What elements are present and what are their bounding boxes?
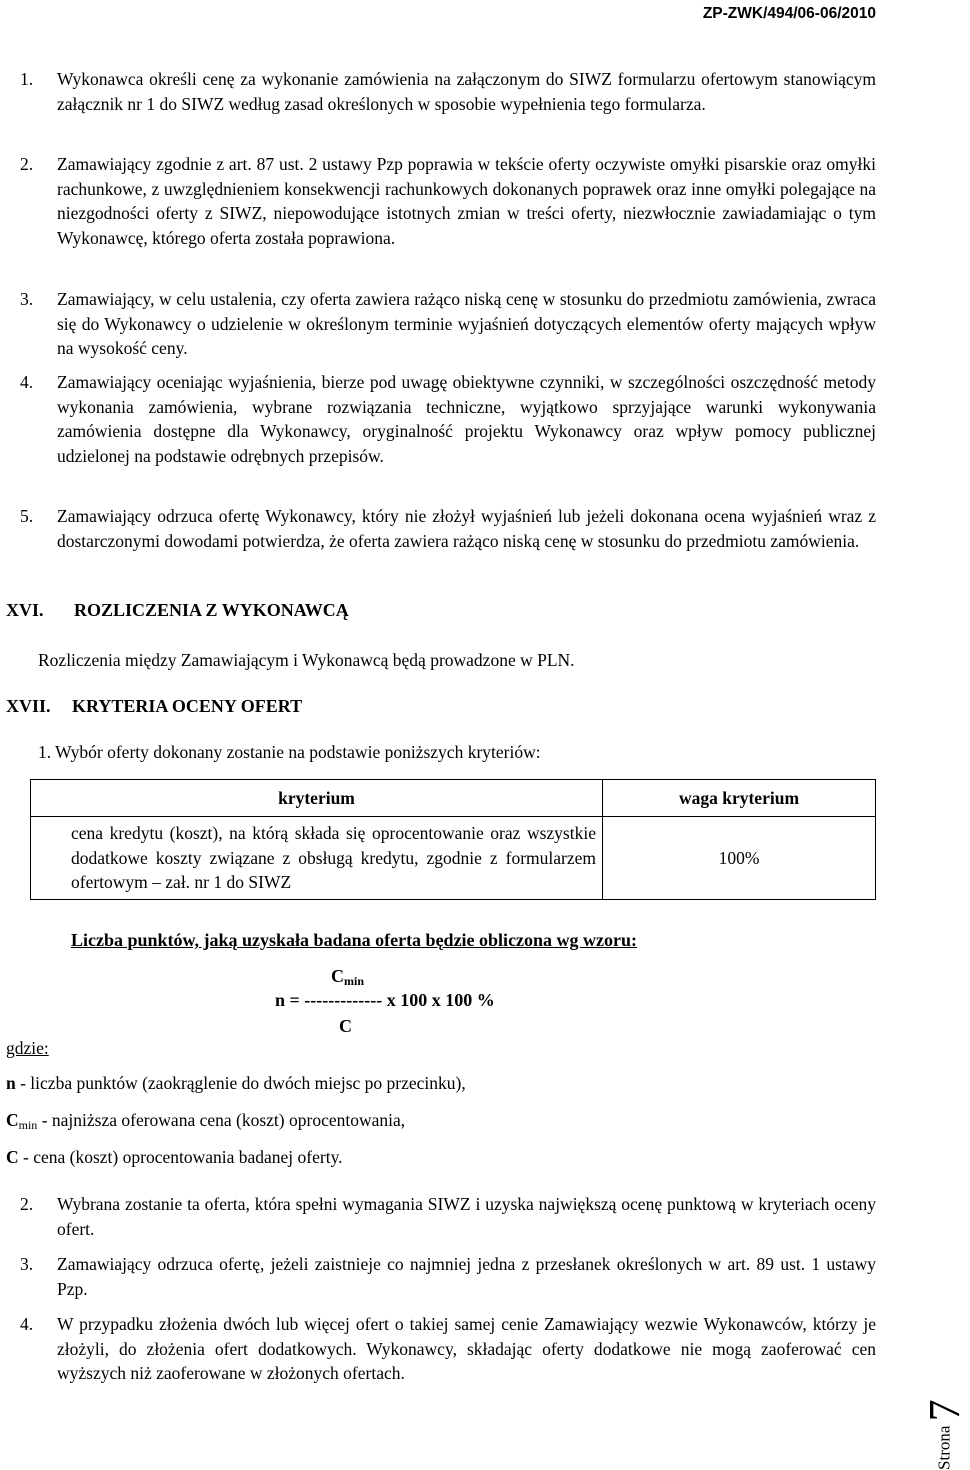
item-number: 4. (20, 1314, 34, 1334)
page-footer (920, 1399, 970, 1470)
table-header-row (31, 780, 876, 817)
item-text: Zamawiający odrzuca ofertę Wykonawcy, który nie złożył wyjaśnień lub jeżeli dokonana ocena wyjaśnień wraz z dostarczonymi dowodami potwierdza, że oferta zawiera rażąco niską cenę w stosunku do przedmiotu zamówienia. (57, 506, 876, 551)
list-item (20, 504, 876, 553)
list-item (20, 152, 876, 250)
page-number: 7 (920, 1399, 970, 1421)
header-criterion: kryterium (31, 780, 603, 817)
list-item (20, 1252, 876, 1301)
item-text: Wybrana zostanie ta oferta, która spełni wymagania SIWZ i uzyska największą ocenę punktową w kryteriach oceny ofert. (57, 1194, 876, 1239)
legend-item: $C_{min}$ - najniższa oferowana cena (koszt) oprocentowania, (6, 1110, 406, 1132)
formula-numerator: $C_{min}$ (331, 966, 365, 988)
item-number: 1. (20, 69, 34, 89)
list-item (20, 1192, 876, 1241)
list-item (20, 287, 876, 361)
page-label: Strona (934, 1425, 954, 1470)
criterion-cell: cena kredytu (koszt), na którą składa się oprocentowanie oraz wszystkie dodatkowe koszty związane z obsługą kredytu, zgodnie z formularzem ofertowym – zał. nr 1 do SIWZ (31, 817, 603, 900)
item-number: 3. (20, 1254, 34, 1274)
section-title: KRYTERIA OCENY OFERT (72, 696, 303, 716)
formula-title: Liczba punktów, jaką uzyskała badana oferta będzie obliczona wg wzoru: (71, 930, 638, 950)
section-title: ROZLICZENIA Z WYKONAWCĄ (74, 600, 349, 620)
legend-item: C - cena (koszt) oprocentowania badanej oferty. (6, 1147, 343, 1167)
section-number: XVI. (6, 600, 44, 620)
section-number: XVII. (6, 696, 51, 716)
header-weight: waga kryterium (603, 780, 876, 817)
item-number: 2. (20, 154, 34, 174)
item-text: Wykonawca określi cenę za wykonanie zamówienia na załączonym do SIWZ formularzu ofertowym stanowiącym załącznik nr 1 do SIWZ według zasad określonych w sposobie wypełnienia tego formularza. (57, 69, 876, 114)
table-row (31, 817, 876, 900)
item-text: Zamawiający, w celu ustalenia, czy oferta zawiera rażąco niską cenę w stosunku do przedmiotu zamówienia, zwraca się do Wykonawcy o udzielenie w określonym terminie wyjaśnień dotyczących elementów oferty mających wpływ na wysokość ceny. (57, 289, 876, 358)
criteria-table (30, 779, 876, 900)
where-label: gdzie: (6, 1038, 49, 1058)
criteria-intro: 1. Wybór oferty dokonany zostanie na podstawie poniższych kryteriów: (38, 742, 541, 762)
section-text: Rozliczenia między Zamawiającym i Wykonawcą będą prowadzone w PLN. (38, 650, 575, 670)
item-text: Zamawiający oceniając wyjaśnienia, bierze pod uwagę obiektywne czynniki, w szczególności oszczędność metody wykonania zamówienia, wybrane rozwiązania techniczne, wyjątkowo sprzyjające warunki wykonywania zamówienia dostępne dla Wykonawcy, oryginalność projektu Wykonawcy oraz wpływ pomocy publicznej udzielonej na podstawie odrębnych przepisów. (57, 372, 876, 466)
list-item (20, 370, 876, 468)
item-number: 5. (20, 506, 34, 526)
formula-denominator: C (339, 1016, 352, 1036)
item-number: 4. (20, 372, 34, 392)
formula-line: n = ------------- x 100 x 100 % (275, 990, 495, 1010)
list-item (20, 67, 876, 116)
legend-item: n - liczba punktów (zaokrąglenie do dwóch miejsc po przecinku), (6, 1073, 466, 1093)
weight-cell: 100% (603, 817, 876, 900)
item-text: Zamawiający zgodnie z art. 87 ust. 2 ustawy Pzp poprawia w tekście oferty oczywiste omyłki pisarskie oraz omyłki rachunkowe, z uwzględnieniem konsekwencji rachunkowych dokonanych poprawek oraz inne omyłki polegające na niezgodności oferty z SIWZ, niepowodujące istotnych zmian w treści oferty, niezwłocznie zawiadamiając o tym Wykonawcę, którego oferta została poprawiona. (57, 154, 876, 248)
document-id: ZP-ZWK/494/06-06/2010 (702, 5, 876, 22)
item-number: 2. (20, 1194, 34, 1214)
list-item (20, 1312, 876, 1386)
item-number: 3. (20, 289, 34, 309)
item-text: W przypadku złożenia dwóch lub więcej ofert o takiej samej cenie Zamawiający wezwie Wykonawców, którzy je złożyli, do złożenia ofert dodatkowych. Wykonawcy, składając oferty dodatkowe nie mogą zaoferować cen wyższych niż zaoferowane w złożonych ofertach. (57, 1314, 876, 1383)
item-text: Zamawiający odrzuca ofertę, jeżeli zaistnieje co najmniej jedna z przesłanek określonych w art. 89 ust. 1 ustawy Pzp. (57, 1254, 876, 1299)
